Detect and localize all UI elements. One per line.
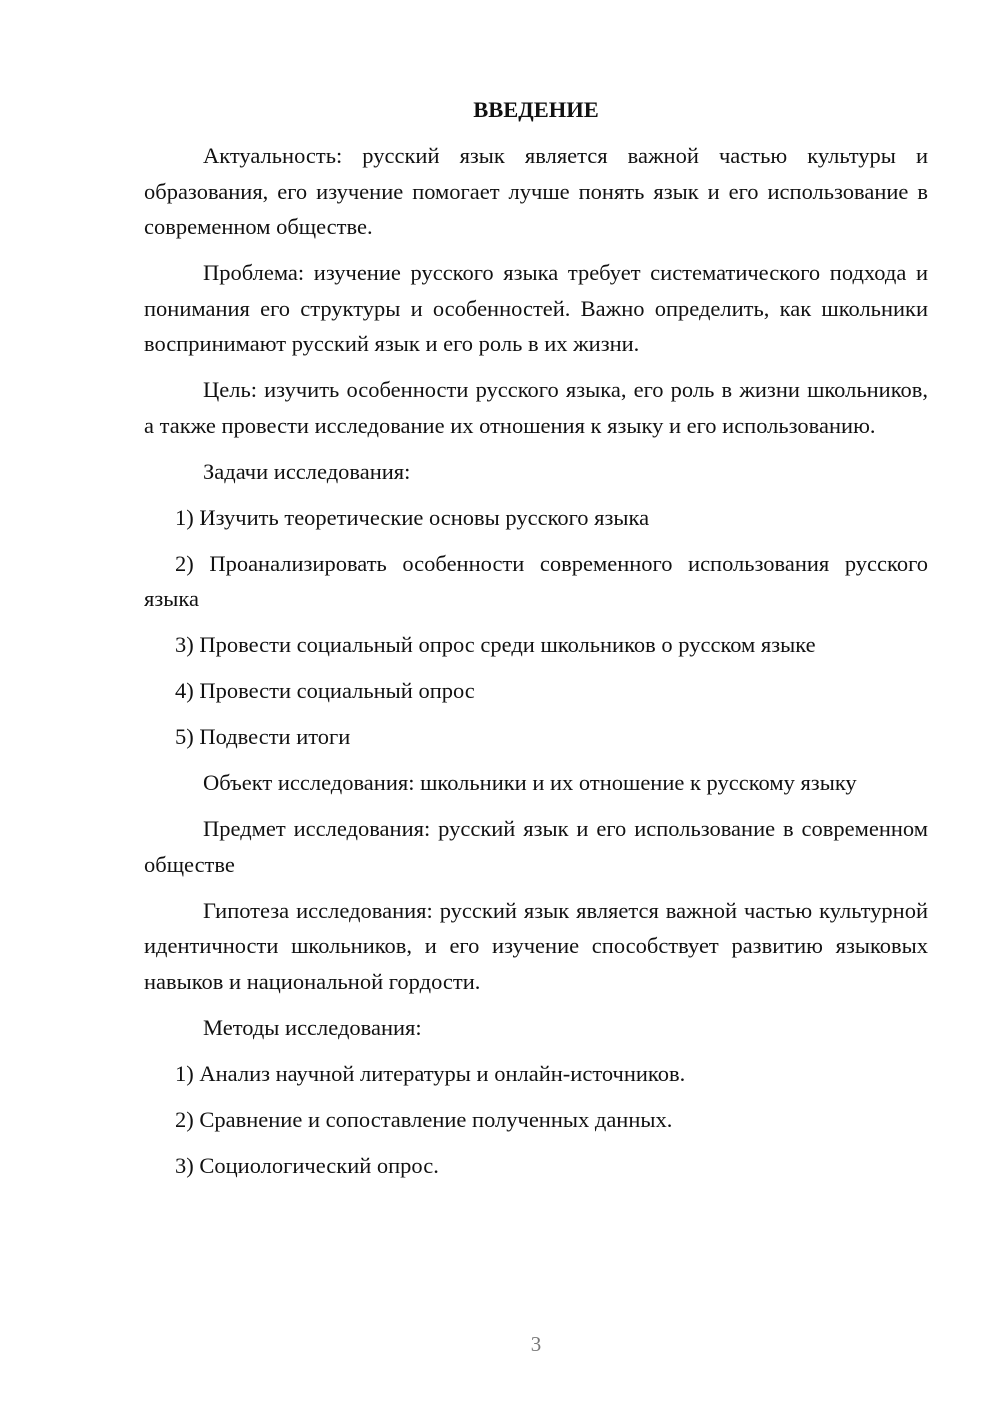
section-title: ВВЕДЕНИЕ: [473, 97, 599, 122]
method-item-1: 1) Анализ научной литературы и онлайн-источников.: [175, 1060, 686, 1086]
tasks-heading: Задачи исследования:: [203, 458, 411, 484]
paragraph-relevance: Актуальность: русский язык является важной частью культуры и образования, его изучение помогает лучше понять язык и его использование в современном обществе.: [144, 143, 928, 239]
task-item-3: 3) Провести социальный опрос среди школьников о русском языке: [175, 632, 816, 657]
task-item-2: 2) Проанализировать особенности современного использования русского языка: [144, 550, 928, 611]
task-item-5: 5) Подвести итоги: [175, 724, 351, 749]
method-item-2: 2) Сравнение и сопоставление полученных данных.: [175, 1106, 673, 1132]
page-content: [144, 92, 928, 1194]
paragraph-goal: Цель: изучить особенности русского языка, его роль в жизни школьников, а также провести исследование их отношения к языку и его использованию.: [144, 377, 928, 438]
paragraph-subject: Предмет исследования: русский язык и его использование в современном обществе: [144, 816, 928, 877]
methods-heading: Методы исследования:: [203, 1014, 422, 1040]
paragraph-hypothesis: Гипотеза исследования: русский язык является важной частью культурной идентичности школьников, и его изучение способствует развитию языковых навыков и национальной гордости.: [144, 897, 928, 994]
page-number: 3: [530, 1332, 542, 1356]
task-item-1: 1) Изучить теоретические основы русского языка: [175, 504, 650, 530]
task-item-4: 4) Провести социальный опрос: [175, 678, 475, 703]
paragraph-object: Объект исследования: школьники и их отношение к русскому языку: [203, 770, 857, 795]
paragraph-problem: Проблема: изучение русского языка требует систематического подхода и понимания его структуры и особенностей. Важно определить, как школьники воспринимают русский язык и его роль в их жизни.: [144, 260, 928, 356]
method-item-3: 3) Социологический опрос.: [175, 1152, 439, 1178]
